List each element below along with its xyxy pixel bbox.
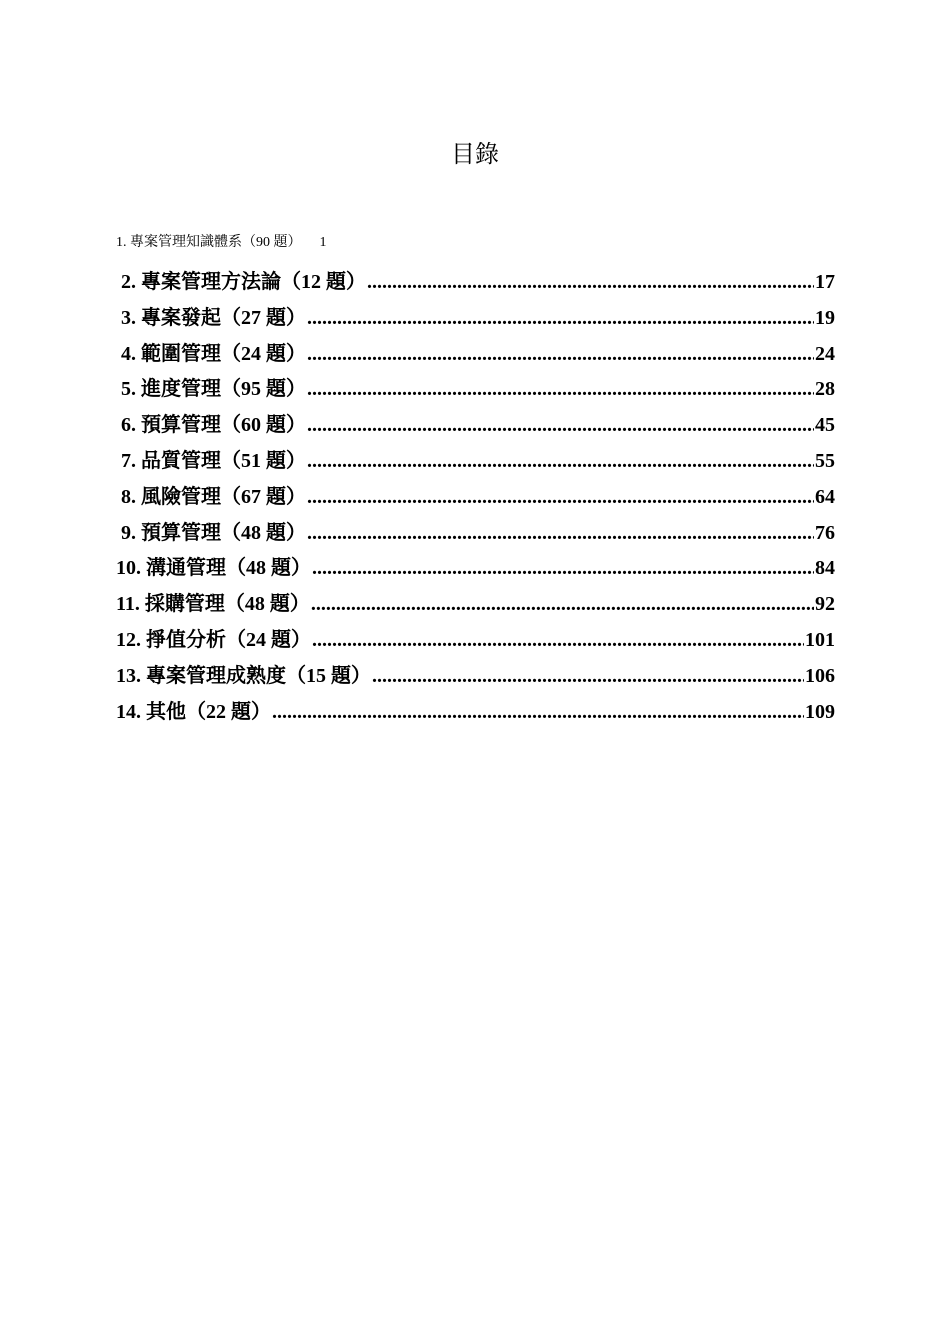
toc-entry-2[interactable] (116, 265, 835, 301)
toc-entry-7[interactable] (116, 444, 835, 480)
toc-entry-label: 2. 專案管理方法論（12 題） (121, 271, 366, 293)
toc-entry-label: 8. 風險管理（67 題） (121, 485, 306, 508)
toc-entry-label: 5. 進度管理（95 題） (121, 378, 306, 401)
toc-entry-page: 84 (815, 557, 835, 580)
dot-leader (372, 665, 804, 688)
dot-leader (312, 629, 804, 652)
toc-entry-page: 19 (815, 306, 835, 329)
toc-entry-label: 14. 其他（22 題） (116, 700, 271, 723)
dot-leader (307, 522, 814, 545)
toc-entry-10[interactable] (116, 551, 835, 587)
toc-entry-14[interactable] (116, 695, 835, 731)
toc-entry-page: 45 (815, 414, 835, 437)
toc-entry-page: 17 (815, 271, 835, 293)
toc-entry-4[interactable] (116, 337, 835, 373)
dot-leader (307, 343, 814, 366)
toc-entry-6[interactable] (116, 408, 835, 444)
toc-entry-12[interactable] (116, 623, 835, 659)
dot-leader (311, 593, 814, 616)
dot-leader (307, 414, 814, 437)
toc-entry-page: 64 (815, 485, 835, 508)
toc-entry-page: 28 (815, 378, 835, 401)
toc-entry-label: 13. 專案管理成熟度（15 題） (116, 664, 371, 687)
toc-entry-page: 101 (805, 628, 835, 651)
toc-entry-label: 10. 溝通管理（48 題） (116, 557, 311, 580)
dot-leader (272, 701, 804, 724)
toc-entry-page: 55 (815, 449, 835, 472)
toc-entry-3[interactable] (116, 301, 835, 337)
dot-leader (307, 378, 814, 401)
dot-leader (312, 557, 814, 580)
dot-leader (307, 307, 814, 330)
toc-entry-label: 12. 掙值分析（24 題） (116, 628, 311, 651)
toc-entry-11[interactable] (116, 587, 835, 623)
toc-entry-9[interactable] (116, 516, 835, 552)
toc-entry-label: 6. 預算管理（60 題） (121, 414, 306, 437)
toc-entry-label: 3. 專案發起（27 題） (121, 306, 306, 329)
toc-entry-page: 1 (319, 235, 327, 250)
toc-entry-label: 7. 品質管理（51 題） (121, 449, 306, 472)
toc-entry-13[interactable] (116, 659, 835, 695)
dot-leader (307, 486, 814, 509)
toc-entry-label: 11. 採購管理（48 題） (116, 593, 310, 616)
dot-leader (367, 271, 814, 294)
page-title: 目錄 (451, 140, 499, 168)
toc-entry-5[interactable] (116, 372, 835, 408)
table-of-contents (116, 265, 835, 730)
toc-entry-page: 106 (805, 664, 835, 687)
dot-leader (307, 450, 814, 473)
toc-entry-label: 9. 預算管理（48 題） (121, 521, 306, 544)
toc-entry-page: 109 (805, 700, 835, 723)
toc-entry-8[interactable] (116, 480, 835, 516)
toc-entry-page: 24 (815, 342, 835, 365)
toc-entry-label: 4. 範圍管理（24 題） (121, 342, 306, 365)
toc-entry-label: 1. 專案管理知識體系（90 題） (116, 235, 302, 250)
toc-entry-1[interactable] (116, 233, 327, 253)
toc-entry-page: 92 (815, 593, 835, 616)
toc-entry-page: 76 (815, 521, 835, 544)
